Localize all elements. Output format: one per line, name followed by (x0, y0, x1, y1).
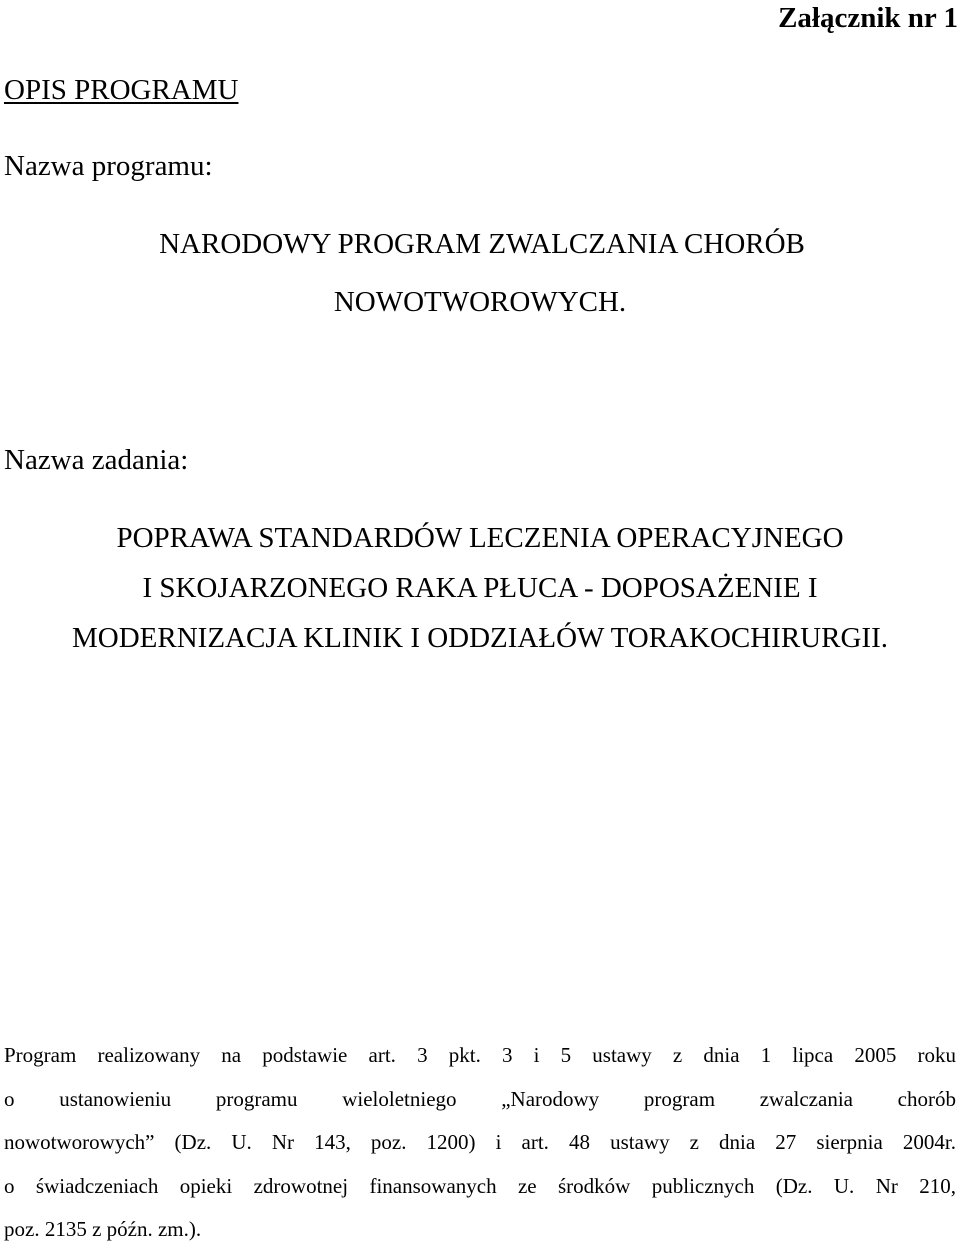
program-name-line-2: NOWOTWOROWYCH. (333, 286, 627, 318)
legal-basis-line-3: nowotworowych” (Dz. U. Nr 143, poz. 1200) i art. 48 ustawy z dnia 27 sierpnia 2004r. (4, 1130, 956, 1154)
program-name-line-1: NARODOWY PROGRAM ZWALCZANIA CHORÓB (159, 228, 805, 260)
task-name-label: Nazwa zadania: (4, 444, 189, 476)
legal-basis-paragraph (4, 1034, 956, 1252)
legal-basis-line-4: o świadczeniach opieki zdrowotnej finansowanych ze środków publicznych (Dz. U. Nr 210, (4, 1173, 956, 1198)
legal-basis-line-1: Program realizowany na podstawie art. 3 pkt. 3 i 5 ustawy z dnia 1 lipca 2005 roku (4, 1043, 956, 1067)
legal-basis-line-5: poz. 2135 z późn. zm.). (4, 1217, 202, 1241)
legal-basis-line-2: o ustanowieniu programu wieloletniego „Narodowy program zwalczania chorób (4, 1086, 956, 1111)
section-title: OPIS PROGRAMU (4, 74, 239, 106)
annex-number: Załącznik nr 1 (778, 2, 958, 34)
task-name-line-3: MODERNIZACJA KLINIK I ODDZIAŁÓW TORAKOCHIRURGII. (72, 622, 888, 654)
task-name-line-2: I SKOJARZONEGO RAKA PŁUCA - DOPOSAŻENIE I (142, 572, 818, 604)
program-name-label: Nazwa programu: (4, 150, 213, 182)
task-name-line-1: POPRAWA STANDARDÓW LECZENIA OPERACYJNEGO (116, 522, 844, 554)
